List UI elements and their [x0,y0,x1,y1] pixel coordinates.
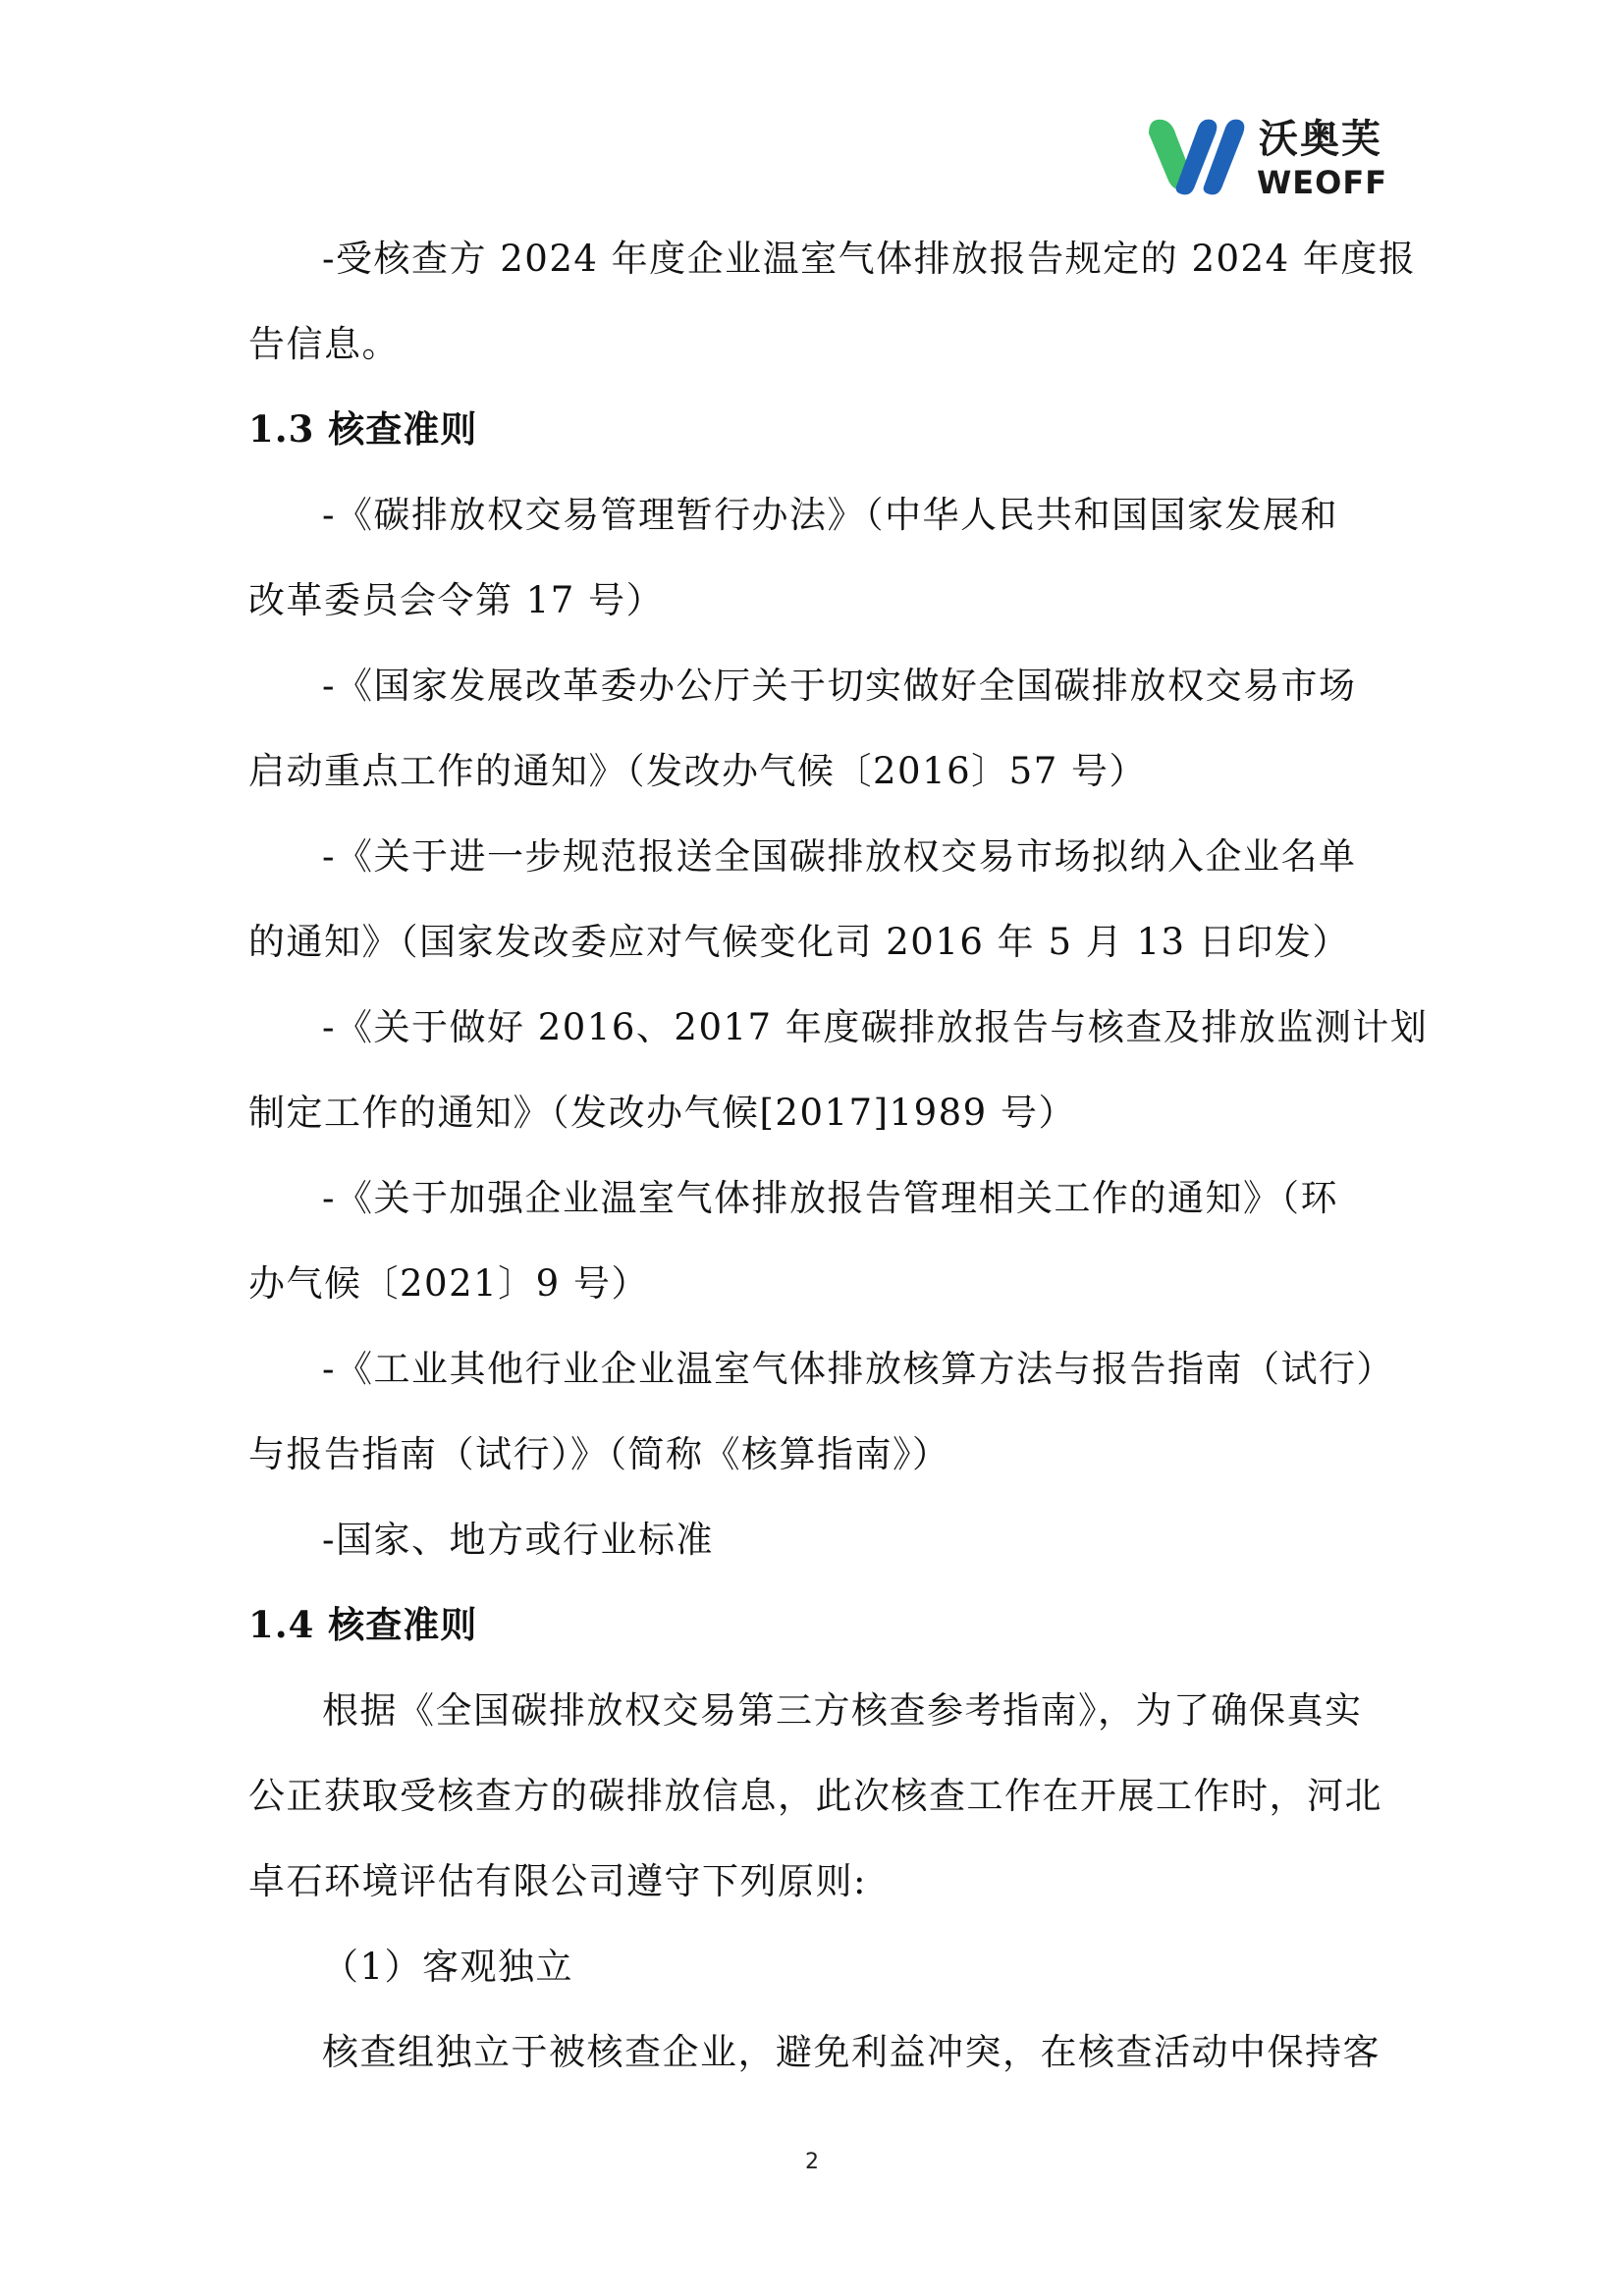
list-item-title: （1）客观独立 [322,1946,574,1988]
paragraph-line: -《关于进一步规范报送全国碳排放权交易市场拟纳入企业名单 [322,835,1357,878]
company-logo [1147,114,1402,202]
paragraph-line: 核查组独立于被核查企业，避免利益冲突，在核查活动中保持客 [322,2031,1380,2073]
paragraph-line: -《关于做好 2016、2017 年度碳排放报告与核查及排放监测计划 [322,1006,1429,1048]
paragraph-line: -《碳排放权交易管理暂行办法》（中华人民共和国国家发展和 [322,494,1339,536]
paragraph-line: 办气候〔2021〕9 号） [248,1262,649,1305]
weoff-logo-icon [1147,114,1245,198]
paragraph-line: 根据《全国碳排放权交易第三方核查参考指南》，为了确保真实 [322,1689,1363,1732]
logo-english-name: WEOFF [1257,164,1388,201]
paragraph-line: 制定工作的通知》（发改办气候[2017]1989 号） [248,1092,1076,1134]
page-number: 2 [805,2150,819,2174]
paragraph-line: 启动重点工作的通知》（发改办气候〔2016〕57 号） [248,750,1148,792]
paragraph-line: -《工业其他行业企业温室气体排放核算方法与报告指南（试行） [322,1348,1395,1390]
paragraph-line: -国家、地方或行业标准 [322,1519,715,1561]
document-body [248,216,1429,2095]
paragraph-line: 卓石环境评估有限公司遵守下列原则: [248,1860,867,1902]
paragraph-line: 的通知》（国家发改委应对气候变化司 2016 年 5 月 13 日印发） [248,921,1350,963]
logo-chinese-name: 沃奥芙 [1259,117,1382,162]
section-heading: 1.4 核查准则 [248,1603,478,1646]
section-heading: 1.3 核查准则 [248,407,478,451]
paragraph-line: 改革委员会令第 17 号） [248,579,665,621]
paragraph-line: -受核查方 2024 年度企业温室气体排放报告规定的 2024 年度报 [322,238,1417,280]
paragraph-line: -《关于加强企业温室气体排放报告管理相关工作的通知》（环 [322,1177,1339,1219]
paragraph-line: -《国家发展改革委办公厅关于切实做好全国碳排放权交易市场 [322,665,1357,707]
paragraph-line: 公正获取受核查方的碳排放信息，此次核查工作在开展工作时，河北 [248,1775,1382,1817]
paragraph-line: 告信息。 [248,323,400,365]
paragraph-line: 与报告指南（试行）》（简称《核算指南》） [248,1433,950,1475]
